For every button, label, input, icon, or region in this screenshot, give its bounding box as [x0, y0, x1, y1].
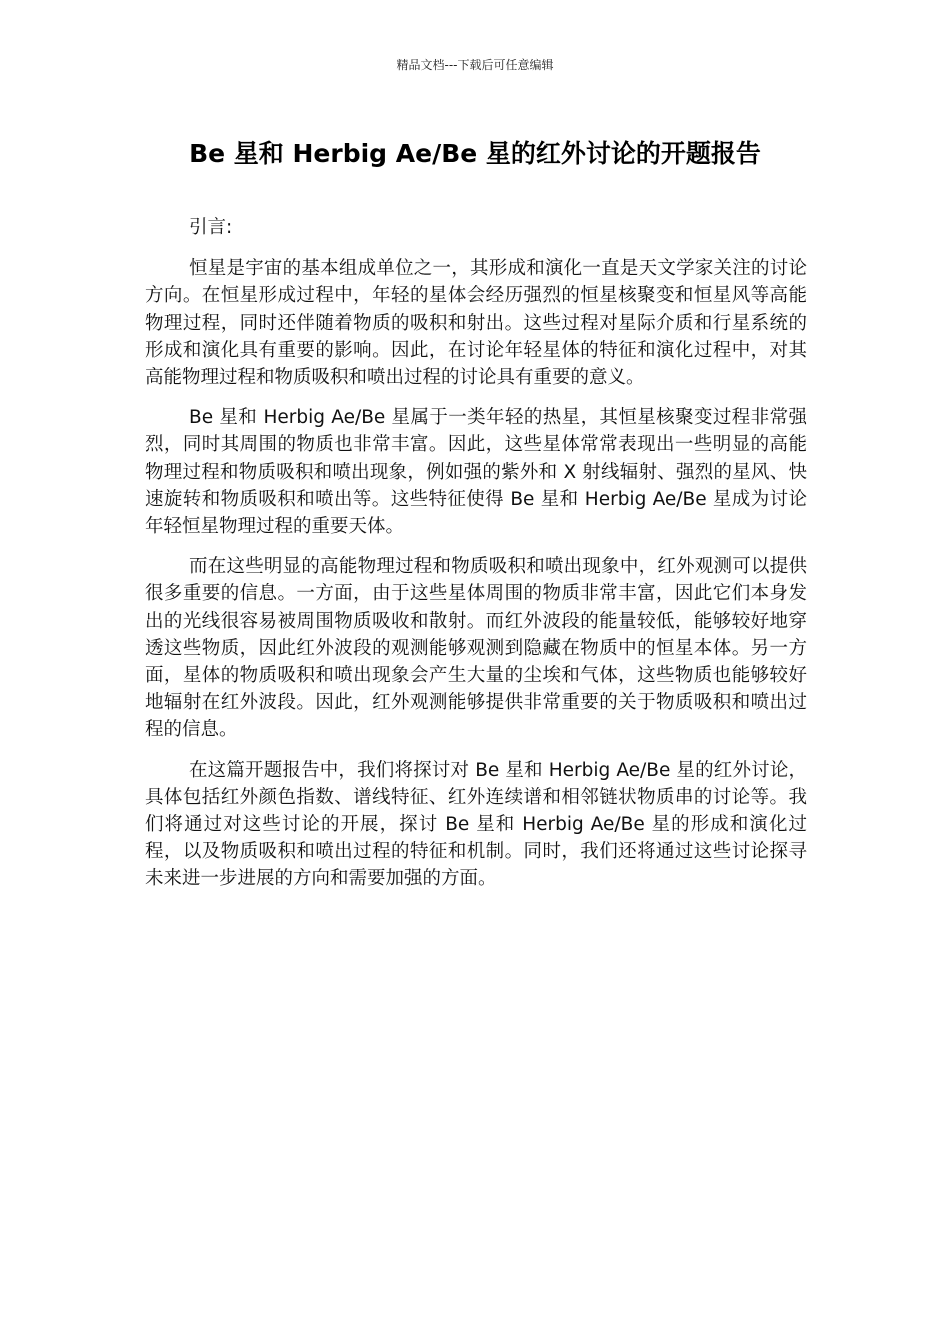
- body-paragraph: 而在这些明显的高能物理过程和物质吸积和喷出现象中，红外观测可以提供很多重要的信息。一方面，由于这些星体周围的物质非常丰富，因此它们本身发出的光线很容易被周围物质吸收和散射。而红外波段的能量较低，能够较好地穿透这些物质，因此红外波段的观测能够观测到隐藏在物质中的恒星本体。另一方面，星体的物质吸积和喷出现象会产生大量的尘埃和气体，这些物质也能够较好地辐射在红外波段。因此，红外观测能够提供非常重要的关于物质吸积和喷出过程的信息。: [145, 556, 807, 741]
- body-paragraph: Be 星和 Herbig Ae/Be 星属于一类年轻的热星，其恒星核聚变过程非常强烈，同时其周围的物质也非常丰富。因此，这些星体常常表现出一些明显的高能物理过程和物质吸积和喷出现象，例如强的紫外和 X 射线辐射、强烈的星风、快速旋转和物质吸积和喷出等。这些特征使得 Be 星和 Herbig Ae/Be 星成为讨论年轻恒星物理过程的重要天体。: [145, 407, 807, 538]
- document-title: Be 星和 Herbig Ae/Be 星的红外讨论的开题报告: [189, 139, 761, 168]
- header-note: 精品文档---下载后可任意编辑: [396, 58, 554, 72]
- body-paragraph: 在这篇开题报告中，我们将探讨对 Be 星和 Herbig Ae/Be 星的红外讨论，具体包括红外颜色指数、谱线特征、红外连续谱和相邻链状物质串的讨论等。我们将通过对这些讨论的开展，探讨 Be 星和 Herbig Ae/Be 星的形成和演化过程，以及物质吸积和喷出过程的特征和机制。同时，我们还将通过这些讨论探寻未来进一步进展的方向和需要加强的方面。: [145, 759, 807, 890]
- body-paragraph: 恒星是宇宙的基本组成单位之一，其形成和演化一直是天文学家关注的讨论方向。在恒星形成过程中，年轻的星体会经历强烈的恒星核聚变和恒星风等高能物理过程，同时还伴随着物质的吸积和射出。这些过程对星际介质和行星系统的形成和演化具有重要的影响。因此，在讨论年轻星体的特征和演化过程中，对其高能物理过程和物质吸积和喷出过程的讨论具有重要的意义。: [145, 258, 807, 389]
- intro-label: 引言:: [189, 217, 233, 238]
- document-body: [145, 214, 807, 906]
